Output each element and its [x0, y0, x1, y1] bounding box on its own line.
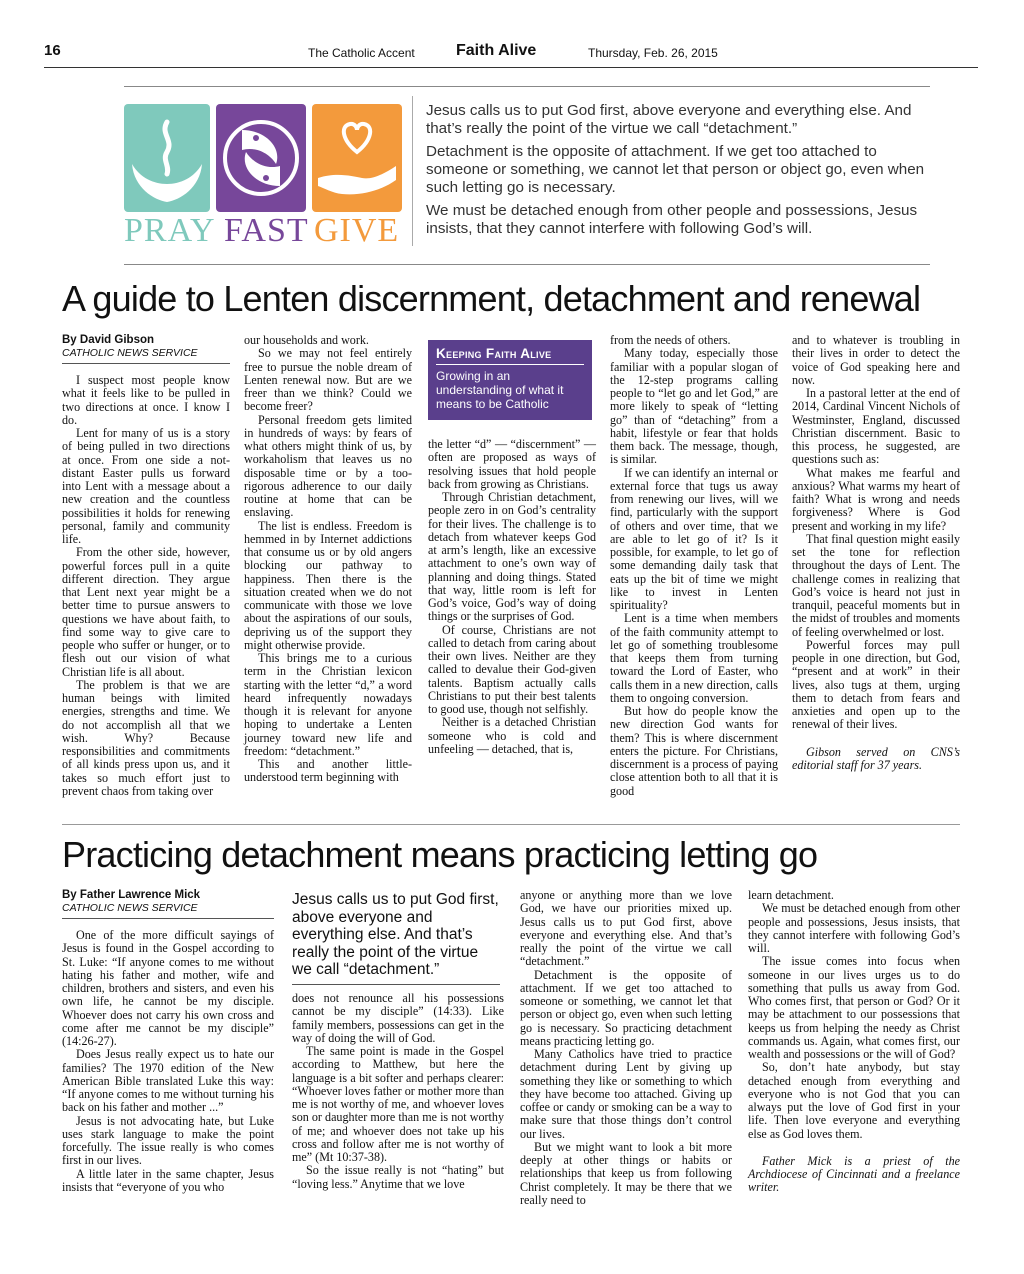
paragraph: This brings me to a curious term in the Christian lexicon starting with the letter “d,” a word heard infrequently nowadays though it is relevant for anyone hoping to undertake a Lenten journey toward new life and freedom: “detachment.” [244, 651, 412, 758]
pullquote-rule [292, 984, 500, 985]
intro-paragraph: We must be detached enough from other people and possessions, Jesus insists, that they cannot interfere with following God’s will. [426, 202, 918, 237]
fast-tile [216, 104, 306, 212]
paper-name: The Catholic Accent [308, 46, 415, 60]
paragraph: So we may not feel entirely free to pursue the noble dream of Lenten renewal now. But are we freer than we think? Could we become freer? [244, 346, 412, 414]
paragraph: and to whatever is troubling in their lives in order to detect the voice of God speaking here and now. [792, 333, 960, 387]
section-name: Faith Alive [456, 42, 537, 59]
author-bio: Gibson served on CNS’s editorial staff for 37 years. [792, 744, 960, 772]
paragraph: But how do people know the new direction God wants for them? This is where discernment enters the picture. For Christians, discernment is a process of paying close attention both to all that it is good [610, 704, 778, 798]
paragraph: our households and work. [244, 333, 369, 347]
paragraph: Personal freedom gets limited in hundreds of ways: by fears of what others might think of us, by workaholism that leaves us no disposable time or by a too-rigorous adherence to our daily routine at home that can be enslaving. [244, 412, 412, 520]
article2-col1 [62, 889, 274, 1194]
paragraph: That final question might easily set the tone for reflection throughout the days of Lent. The challenge comes in realizing that God’s voice is heard not just in tranquil, peaceful moments but in the midst of troubles and moments of feeling overwhelmed or lost. [792, 531, 960, 639]
article-separator [62, 824, 960, 825]
pray-word: PRAY [124, 212, 216, 249]
article1-col2 [244, 334, 412, 785]
paragraph: the letter “d” — “discernment” — often are proposed as ways of resolving issues that hold people back from growing as Christians. [428, 437, 596, 491]
paragraph: from the needs of others. [610, 333, 731, 347]
paragraph: Jesus is not advocating hate, but Luke uses stark language to make the point forcefully. The issue really is who comes first in our lives. [62, 1113, 274, 1168]
paragraph: The issue comes into focus when someone in our lives urges us to do something that pulls us away from God. Who comes first, that person or God? Or it may be attachment to our possessions that keeps us from helping the needy as Christ commands us. Again, what comes first, our wealth and possessions or the will of God? [748, 954, 960, 1061]
page-number: 16 [44, 42, 61, 59]
paragraph: In a pastoral letter at the end of 2014, Cardinal Vincent Nichols of Westminster, England, discussed Christian discernment. Basic to this process, he suggested, are questions such as: [792, 386, 960, 467]
banner-divider [412, 96, 413, 246]
paragraph: learn detachment. [748, 888, 834, 902]
keeping-faith-alive-box [428, 340, 592, 420]
box-text: Growing in an understanding of what it means to be Catholic [436, 369, 564, 411]
article1-col5 [792, 334, 960, 772]
pray-fast-give-logo [124, 100, 410, 250]
paragraph: Through Christian detachment, people zero in on God’s centrality for their lives. The challenge is to detach from whatever keeps God at arm’s length, like an excessive attachment to one’s own way of planning and doing things. Stated that way, little room is left for God’s voice, God’s way of doing things or the surprises of God. [428, 490, 596, 624]
byline-rule [62, 363, 230, 364]
fish-icon [216, 104, 306, 212]
paragraph: If we can identify an internal or external force that tugs us away from renewing our lives, will we find, particularly with the support of others and over time, that we are able to let go of it? Is it possible, for example, to let go of some demanding daily task that eats up the bit of time we might like to invest in Lenten spirituality? [610, 465, 778, 612]
paragraph: But we might want to look a bit more deeply at other things or habits or relationships that keep us from following Christ completely. It may be there that we really need to [520, 1139, 732, 1207]
article2-byline: By Father Lawrence Mick [62, 889, 201, 901]
intro-paragraph: Jesus calls us to put God first, above everyone and everything else. And that’s really the point of the virtue we call “detachment.” [426, 102, 912, 137]
pray-tile [124, 104, 210, 212]
paragraph: From the other side, however, powerful forces pull in a quite different direction. They argue that Lent next year might be a better time to pursue answers to questions we have about faith, to find some way to give care to people who suffer or hunger, or to flesh out our vision of what Christian life is all about. [62, 545, 230, 679]
paragraph: Of course, Christians are not called to detach from caring about their own lives. Neither are they called to devalue their God-given talents. Baptism actually calls Christians to put their best talents to good use, though not selfishly. [428, 622, 596, 716]
paragraph: This and another little-understood term beginning with [244, 757, 412, 785]
article2-col4 [748, 889, 960, 1195]
paragraph: Neither is a detached Christian someone who is cold and unfeeling — detached, that is, [428, 715, 596, 756]
paragraph: What makes me fearful and anxious? What warms my heart of faith? What is wrong and needs forgiveness? Where is God present and working in my life? [792, 465, 960, 533]
paragraph: does not renounce all his possessions cannot be my disciple” (14:33). Like family members, possessions can get in the way of doing the will of God. [292, 991, 504, 1045]
banner-bottom-rule [124, 264, 930, 265]
paragraph: We must be detached enough from other people and possessions, Jesus insists, that they cannot interfere with following God’s will. [748, 901, 960, 955]
give-word: GIVE [314, 212, 400, 249]
paragraph: So, don’t hate anybody, but stay detached enough from everything and everyone who is not God that you can always put the love of God first in your life. Then love everyone and everything else as God loves them. [748, 1060, 960, 1141]
give-tile [312, 104, 402, 212]
article2-col2 [292, 992, 504, 1191]
paragraph: Many Catholics have tried to practice detachment during Lent by giving up something they like or something to which they have become too attached. Giving up coffee or candy or smoking can be a way to make sure that those things don’t control our lives. [520, 1047, 732, 1141]
article2-pullquote: Jesus calls us to put God first, above everyone and everything else. And that’s really the point of the virtue we call “detachment.” [292, 891, 499, 978]
paragraph: A little later in the same chapter, Jesus insists that “everyone of you who [62, 1166, 274, 1194]
heart-hand-icon [312, 104, 402, 212]
article2-col3 [520, 889, 732, 1207]
fast-word: FAST [224, 212, 309, 249]
article2-headline: Practicing detachment means practicing letting go [62, 834, 818, 875]
article2-service: CATHOLIC NEWS SERVICE [62, 902, 198, 914]
article1-col4 [610, 334, 778, 798]
paragraph: Lent for many of us is a story of being pulled in two directions at once. From one side a not-distant Easter pulls us forward into Lent with a message about a new creation and the countless possibilities it holds for renewing personal, family and community life. [62, 426, 230, 546]
banner-intro [426, 102, 932, 243]
byline-rule [62, 918, 274, 919]
paragraph: The list is endless. Freedom is hemmed in by Internet addictions that consume us or by old angers blocking our pathway to happiness. Then there is the situation created when we do not communicate with those we love about the aspirations of our souls, depriving us of the support they might otherwise provide. [244, 518, 412, 652]
article1-headline: A guide to Lenten discernment, detachment and renewal [62, 278, 921, 319]
article1-col3 [428, 438, 596, 756]
box-rule [436, 364, 584, 365]
paragraph: Many today, especially those familiar with a popular slogan of the 12-step programs calling people to “let go and let God,” are more likely to speak of “letting go” than of “detaching” from a habit, lifestyle or fear that holds them back. The message, though, is similar. [610, 346, 778, 467]
masthead-rule [44, 67, 978, 68]
intro-paragraph: Detachment is the opposite of attachment. If we get too attached to someone or something, we cannot let that person or object go, even when such letting go is necessary. [426, 143, 925, 196]
paragraph: Does Jesus really expect us to hate our families? The 1970 edition of the New American Bible translated Luke this way: “If anyone comes to me without turning his back on his father and mother ...” [62, 1047, 274, 1115]
paragraph: anyone or anything more than we love God, we have our priorities mixed up. Jesus calls us to put God first, above everyone and everything else. And that’s really the point of the virtue we call “detachment.” [520, 888, 732, 969]
paragraph: I suspect most people know what it feels like to be pulled in two directions at once. I know I do. [62, 373, 230, 427]
article1-service: CATHOLIC NEWS SERVICE [62, 347, 198, 359]
paragraph: One of the more difficult sayings of Jesus is found in the Gospel according to St. Luke: “If anyone comes to me without hating his father and mother, wife and children, brothers and sisters, and even his own life, he cannot be my disciple. Whoever does not carry his own cross and come after me cannot be my disciple” (14:26-27). [62, 928, 274, 1048]
paragraph: The same point is made in the Gospel according to Matthew, but here the language is a bit softer and perhaps clearer: “Whoever loves father or mother more than me is not worthy of me, and whoever loves son or daughter more than me is not worthy of me; and whoever does not take up his cross and follow after me is not worthy of me” (Mt 10:37-38). [292, 1044, 504, 1164]
paragraph: Powerful forces may pull people in one direction, but God, “present and at work” in their lives, also tugs at them, urging them to detach from fears and anxieties and open up to the renewal of their lives. [792, 637, 960, 732]
paragraph: The problem is that we are human beings with limited energies, strengths and time. We do not accomplish all that we wish. Why? Because responsibilities and commitments of all kinds press upon us, and it takes so much effort just to prevent chaos from taking over [62, 677, 230, 798]
issue-date: Thursday, Feb. 26, 2015 [588, 46, 718, 60]
box-kicker: Keeping Faith Alive [436, 346, 552, 361]
banner-top-rule [124, 86, 930, 87]
paragraph: So the issue really is not “hating” but “loving less.” Anytime that we love [292, 1163, 504, 1191]
article1-byline: By David Gibson [62, 334, 155, 346]
paragraph: Lent is a time when members of the faith community attempt to let go of something troublesome that keeps them from turning toward the Lord of Easter, who calls them in a new direction, calls them to ongoing conversion. [610, 611, 778, 705]
author-bio: Father Mick is a priest of the Archdiocese of Cincinnati and a freelance writer. [748, 1153, 960, 1195]
article1-col1 [62, 334, 230, 798]
paragraph: Detachment is the opposite of attachment. If we get too attached to someone or something, we cannot let that person or object go, even when such letting go is necessary. So practicing detachment means practicing letting go. [520, 967, 732, 1048]
praying-hands-icon [124, 104, 210, 212]
